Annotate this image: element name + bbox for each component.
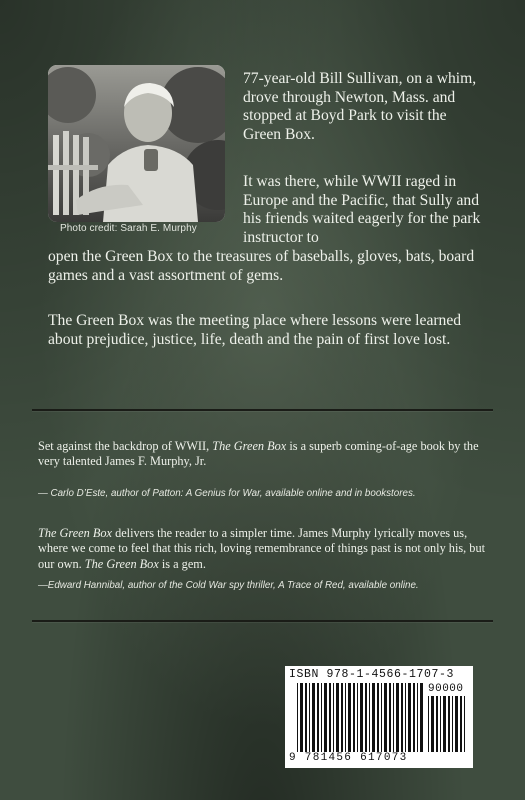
review-1-title: The Green Box bbox=[212, 439, 287, 453]
barcode-bar bbox=[428, 696, 429, 752]
divider-top bbox=[32, 409, 493, 411]
author-photo-image bbox=[48, 65, 225, 222]
barcode-bar bbox=[333, 683, 334, 752]
barcode-bar bbox=[408, 683, 411, 752]
barcode-bar bbox=[431, 696, 434, 752]
barcode-bar bbox=[440, 696, 441, 752]
review-2-title-lead: The Green Box bbox=[38, 526, 112, 540]
barcode-bar bbox=[417, 683, 418, 752]
barcode-bar bbox=[348, 683, 351, 752]
barcode-bar bbox=[377, 683, 379, 752]
barcode-bar bbox=[317, 683, 319, 752]
barcode-bar bbox=[305, 683, 307, 752]
barcode-bar bbox=[460, 696, 462, 752]
photo-credit: Photo credit: Sarah E. Murphy bbox=[60, 223, 197, 234]
review-2 bbox=[38, 526, 488, 572]
barcode-bar bbox=[420, 683, 423, 752]
review-1 bbox=[38, 439, 488, 470]
barcode-bar bbox=[448, 696, 450, 752]
review-2-title-end: The Green Box bbox=[84, 556, 159, 571]
barcode-bar bbox=[365, 683, 367, 752]
review-1-text-before: Set against the backdrop of WWII, bbox=[38, 439, 213, 453]
barcode-bar bbox=[455, 696, 458, 752]
barcode-bar bbox=[389, 683, 391, 752]
barcode-bar bbox=[381, 683, 382, 752]
barcode-bar bbox=[324, 683, 327, 752]
barcode-bar bbox=[297, 683, 298, 752]
blurb-paragraph-1: 77-year-old Bill Sullivan, on a whim, drove through Newton, Mass. and stopped at Boyd Park to visit the Green Box. bbox=[243, 70, 477, 143]
review-2-text-mid: delivers the reader to a simpler time. James Murphy lyrically moves us, where we come to feel that this rich, loving remembrance of things past is not only his, but our own. bbox=[38, 526, 486, 571]
barcode-bar bbox=[384, 683, 387, 752]
barcode-bar bbox=[372, 683, 375, 752]
barcode-bar bbox=[405, 683, 406, 752]
barcode-bar bbox=[396, 683, 399, 752]
review-1-attribution: — Carlo D’Este, author of Patton: A Genius for War, available online and in bookstores. bbox=[38, 488, 416, 499]
author-photo bbox=[48, 65, 225, 222]
blurb-paragraph-2-start: It was there, while WWII raged in Europe and the Pacific, that Sully and his friends waited eagerly for the park instructor to bbox=[243, 173, 481, 246]
barcode-bar bbox=[452, 696, 453, 752]
barcode-bar bbox=[345, 683, 346, 752]
barcode-bar bbox=[393, 683, 394, 752]
barcode-bar bbox=[321, 683, 322, 752]
blurb-paragraph-3: The Green Box was the meeting place where lessons were learned about prejudice, justice, life, death and the pain of first love lost. bbox=[48, 312, 462, 348]
barcode-bar bbox=[401, 683, 403, 752]
barcode-bar bbox=[464, 696, 465, 752]
barcode-bar bbox=[336, 683, 339, 752]
barcode-bar bbox=[443, 696, 446, 752]
barcode-bar bbox=[360, 683, 363, 752]
barcode-bar bbox=[357, 683, 358, 752]
ean-number: 9 781456 617073 bbox=[289, 752, 408, 764]
isbn-barcode bbox=[285, 666, 473, 768]
review-2-text-end: is a gem. bbox=[158, 556, 206, 571]
blurb-paragraph-2-end: open the Green Box to the treasures of baseballs, gloves, bats, board games and a vast assortment of gems. bbox=[48, 248, 475, 284]
barcode-bar bbox=[353, 683, 355, 752]
barcode-bar bbox=[329, 683, 331, 752]
barcode-bar bbox=[341, 683, 343, 752]
isbn-number: ISBN 978-1-4566-1707-3 bbox=[289, 668, 455, 681]
barcode-bar bbox=[300, 683, 303, 752]
price-code: 90000 bbox=[428, 683, 464, 695]
review-2-attribution: —Edward Hannibal, author of the Cold War spy thriller, A Trace of Red, available online. bbox=[38, 580, 419, 591]
barcode-bar bbox=[369, 683, 370, 752]
barcode-bar bbox=[312, 683, 315, 752]
barcode-bar bbox=[309, 683, 310, 752]
barcode-bar bbox=[436, 696, 438, 752]
review-1-text-after: is a superb coming-of-age book by the very talented James F. Murphy, Jr. bbox=[38, 439, 479, 469]
divider-bottom bbox=[32, 620, 493, 622]
barcode-bar bbox=[413, 683, 415, 752]
